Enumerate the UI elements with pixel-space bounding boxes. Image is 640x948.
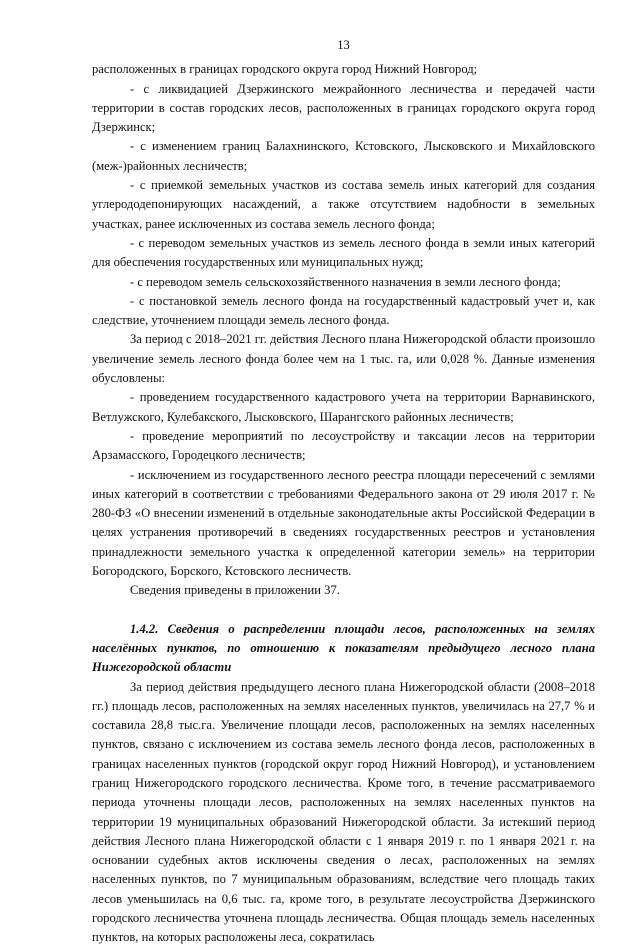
spacer — [92, 601, 595, 620]
paragraph: - с переводом земель сельскохозяйственного назначения в земли лесного фонда; — [130, 274, 561, 289]
paragraph: - проведением государственного кадастрового учета на территории Варнавинского, Ветлужского, Кулебакского, Лысковского, Шарангского районных лесничеств; — [92, 390, 595, 424]
section-heading: 1.4.2. Сведения о распределении площади лесов, расположенных на землях населённых пунктов, по отношению к показателям предыдущего лесного плана Нижегородской области — [92, 621, 595, 675]
paragraph: - с ликвидацией Дзержинского межрайонного лесничества и передачей части территории в состав городских лесов, расположенных в границах городского округа город Дзержинск; — [92, 81, 595, 135]
page-number: 13 — [337, 38, 350, 52]
paragraph: - с постановкой земель лесного фонда на государственный кадастровый учет и, как следствие, уточнением площади земель лесного фонда. — [92, 293, 595, 328]
paragraph: расположенных в границах городского округа город Нижний Новгород; — [92, 62, 478, 77]
paragraph: - проведение мероприятий по лесоустройству и таксации лесов на территории Арзамасского, Городецкого лесничеств; — [92, 428, 595, 463]
paragraph: Сведения приведены в приложении 37. — [130, 583, 340, 598]
paragraph: - с изменением границ Балахнинского, Кстовского, Лысковского и Михайловского (меж-)районных лесничеств; — [92, 139, 595, 173]
paragraph: За период действия предыдущего лесного плана Нижегородской области (2008–2018 гг.) площадь лесов, расположенных на землях населенных пунктов, увеличилась на 27,7 % и составила 28,8 тыс.га. Увеличение площади лесов, расположенных на землях населенных пунктов, связано с исключением из состава земель лесного фонда лесов, расположенных в границах населенных пунктов (городской округ город Нижний Новгород), и установлением границ Нижегородского городского лесничества. Кроме того, в течение рассматриваемого периода уточнены площади лесов, расположенных на землях населенных пунктов на территории 19 муниципальных образований Нижегородской области. За истекший период действия Лесного плана Нижегородской области с 1 января 2019 г. по 1 января 2021 г. на основании судебных актов исключены сведения о лесах, расположенных на землях населенных пунктов, по 7 муниципальным образованиям, вследствие чего площадь таких лесов уменьшилась на 0,6 тыс. га, кроме того, в результате лесоустройства Дзержинского городского лесничества уточнена площадь лесничества. Общая площадь земель населенных пунктов, на которых расположены леса, сократилась — [92, 679, 595, 945]
paragraph: За период с 2018–2021 гг. действия Лесного плана Нижегородской области произошло увеличение земель лесного фонда более чем на 1 тыс. га, или 0,028 %. Данные изменения обусловлены: — [92, 332, 595, 386]
paragraph: - с переводом земельных участков из земель лесного фонда в земли иных категорий для обеспечения государственных или муниципальных нужд; — [92, 235, 595, 270]
paragraph: - с приемкой земельных участков из состава земель иных категорий для создания углерододепонирующих насаждений, а также отсутствием надобности в земельных участках, ранее исключенных из состава земель лесного фонда; — [92, 178, 595, 231]
paragraph: - исключением из государственного лесного реестра площади пересечений с землями иных категорий в соответствии с требованиями Федерального закона от 29 июля 2017 г. № 280-ФЗ «О внесении изменений в отдельные законодательные акты Российской Федерации в целях устранения противоречий в сведениях государственных реестров и установления принадлежности земельного участка к определенной категории земель» на территории Богородского, Борского, Кстовского лесничеств. — [92, 467, 595, 579]
document-page — [92, 36, 595, 948]
